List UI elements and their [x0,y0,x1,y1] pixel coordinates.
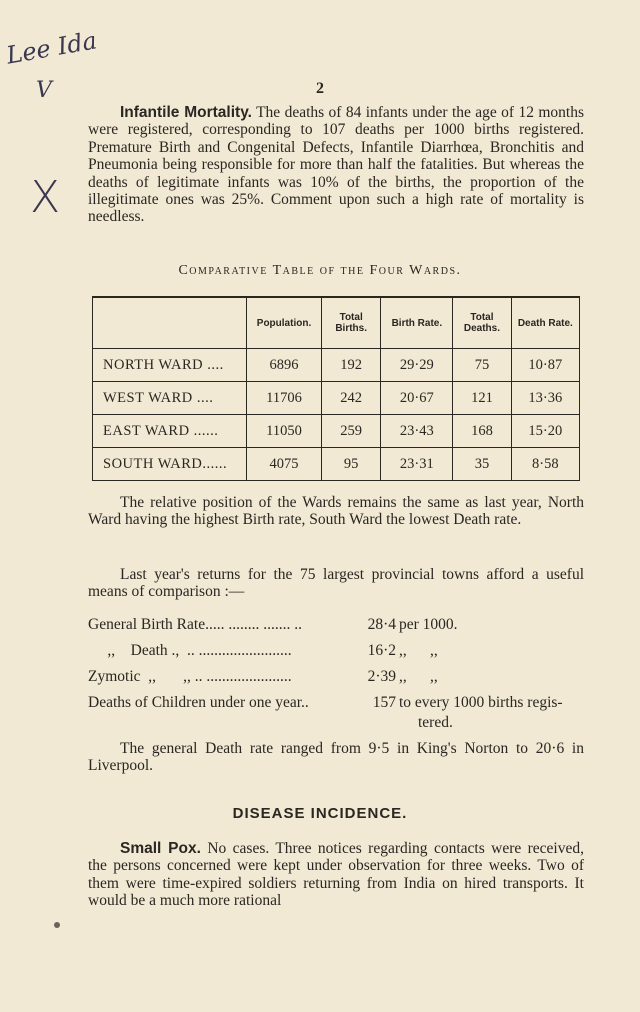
header-death-rate: Death Rate. [511,297,579,349]
table-header-row [93,297,580,349]
header-birth-rate: Birth Rate. [381,297,453,349]
ward-births: 242 [321,382,381,415]
table-row [93,415,580,448]
ward-deaths: 121 [453,382,511,415]
ward-deaths: 35 [453,448,511,481]
comparison-row [88,664,608,690]
ward-deaths: 168 [453,415,511,448]
page-number: 2 [316,80,324,97]
ward-births: 259 [321,415,381,448]
section-heading: DISEASE INCIDENCE. [232,805,408,822]
last-year-paragraph: Last year's returns for the 75 largest provincial towns afford a useful means of comparison :— [88,566,584,601]
header-empty [93,297,247,349]
ward-name: WEST WARD .... [93,382,247,415]
ward-deaths: 75 [453,349,511,382]
ward-birth-rate: 23·43 [381,415,453,448]
general-death-paragraph: The general Death rate ranged from 9·5 in King's Norton to 20·6 in Liverpool. [88,740,584,775]
handwritten-mark: V [36,78,52,103]
ward-population: 4075 [247,448,322,481]
infantile-mortality-paragraph [88,104,584,226]
header-population: Population. [247,297,322,349]
relative-position-paragraph: The relative position of the Wards remains the same as last year, North Ward having the highest Birth rate, South Ward the lowest Death rate. [88,494,584,529]
comparison-value: 2·39 [367,668,396,685]
ward-births: 95 [321,448,381,481]
ward-births: 192 [321,349,381,382]
table-row [93,349,580,382]
ward-birth-rate: 23·31 [381,448,453,481]
comparison-unit: to every 1000 births regis- [399,694,563,711]
ward-name: SOUTH WARD...... [93,448,247,481]
ward-population: 11706 [247,382,322,415]
infantile-mortality-heading: Infantile Mortality. [120,104,252,121]
ward-birth-rate: 20·67 [381,382,453,415]
comparison-unit: ,, ,, [399,668,438,685]
ward-birth-rate: 29·29 [381,349,453,382]
ward-death-rate: 13·36 [511,382,579,415]
comparison-row [88,612,608,638]
table-row [93,448,580,481]
comparison-value: 28·4 [367,616,396,633]
infantile-mortality-text: The deaths of 84 infants under the age of 12 months were registered, corresponding to 107 deaths per 1000 births registered. Premature Birth and Congenital Defects, Infantile Diarrhœa, Bronchitis and Pneumonia being responsible for more than half the fatalities. But whereas the deaths of legitimate infants was 10% of the births, the proportion of the illegitimate ones was 25%. Comment upon such a high rate of mortality is needless. [88,104,584,226]
handwritten-cross: X [30,172,61,223]
table-title: Comparative Table of the Four Wards. [178,263,462,278]
small-pox-paragraph [88,840,584,910]
ward-population: 11050 [247,415,322,448]
ward-name: NORTH WARD .... [93,349,247,382]
ward-name: EAST WARD ...... [93,415,247,448]
margin-dot [54,922,60,928]
comparison-value: 16·2 [367,642,396,659]
wards-table [92,296,580,481]
header-total-deaths: Total Deaths. [453,297,511,349]
small-pox-text: No cases. Three notices regarding contacts were received, the persons concerned were kept under observation for three weeks. Two of them were time-expired soldiers returning from India on hired transports. It would be a much more rational [88,840,584,910]
comparison-row [88,638,608,664]
ward-death-rate: 15·20 [511,415,579,448]
handwritten-note: Lee Ida [4,26,99,70]
comparison-row [88,690,608,716]
ward-population: 6896 [247,349,322,382]
small-pox-heading: Small Pox. [120,840,201,857]
comparison-value: 157 [372,694,396,711]
comparison-label: Zymotic ,, ,, .. ...................... [88,668,292,685]
comparison-label: General Birth Rate..... ........ ....... .. [88,616,302,633]
comparison-unit: ,, ,, [399,642,438,659]
comparison-label: Deaths of Children under one year.. [88,694,309,711]
comparison-unit: per 1000. [399,616,458,633]
header-total-births: Total Births. [321,297,381,349]
comparison-label: ,, Death ., .. ........................ [88,642,292,659]
comparison-continuation: tered. [418,714,453,731]
ward-death-rate: 10·87 [511,349,579,382]
table-row [93,382,580,415]
ward-death-rate: 8·58 [511,448,579,481]
